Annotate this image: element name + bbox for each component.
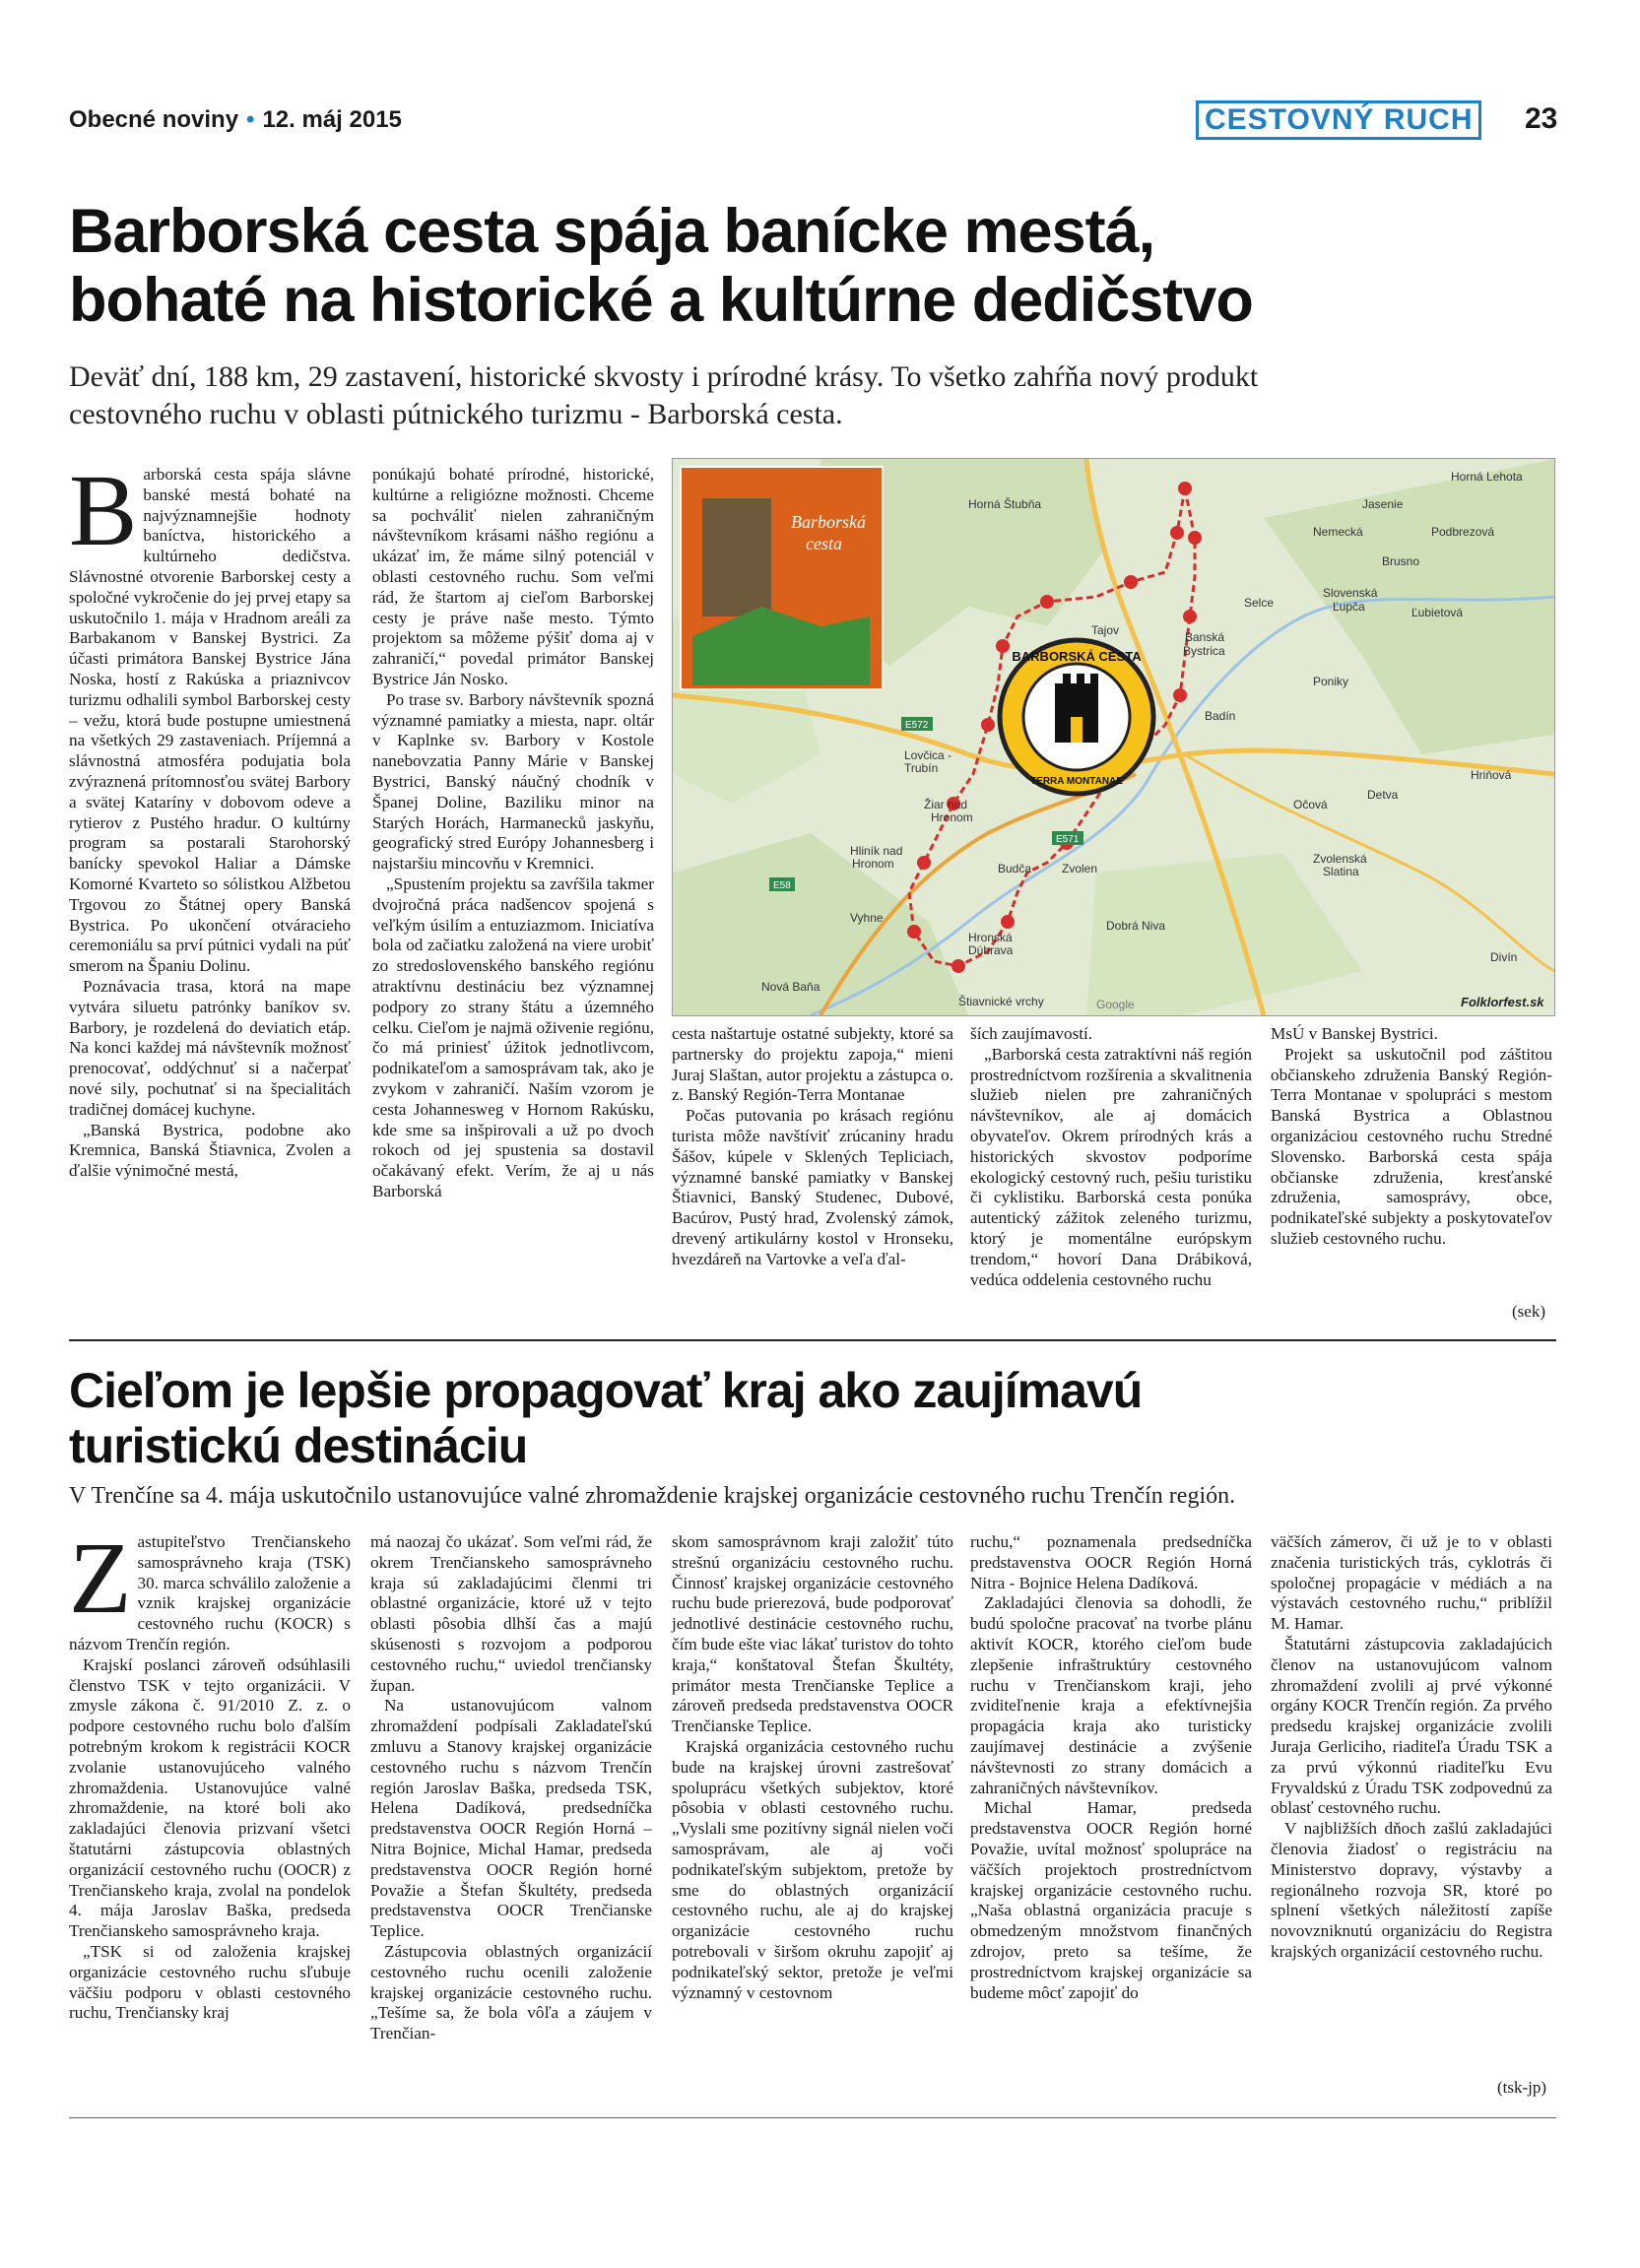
paragraph: ponúkajú bohaté prírodné, historické, kultúrne a religiózne možnosti. Chceme sa pochváliť nielen zahraničným návštevníkom krásami nášho regiónu a ukázať im, že máme silný potenciál v oblasti cestovného ruchu. Som veľmi rád, že štartom aj cieľom Barborskej cesty je práve naše mesto. Týmto projektom sa môžeme pýšiť doma aj v zahraničí,“ povedal primátor Banskej Bystrice Ján Nosko. (372, 465, 654, 688)
separator-dot: • (246, 106, 255, 133)
article2-column-4 (970, 1532, 1252, 2003)
paragraph: Michal Hamar, predseda predstavenstva OOCR Región horné Považie, uvítal možnosť spolupráce na väčších projektoch prostredníctvom krajskej organizácie cestovného ruchu. „Naša oblastná organizácia pracuje s obmedzeným množstvom finančných zdrojov, preto sa tešíme, že prostredníctvom krajskej organizácie sa budeme môcť zapojiť do (970, 1798, 1252, 2002)
page-header (69, 106, 402, 134)
svg-text:Hronom: Hronom (852, 857, 894, 871)
paragraph: astupiteľstvo Trenčianskeho samosprávneho kraja (TSK) 30. marca schválilo založenie a vznik krajskej organizácie cestovného ruchu (KOCR) s názvom Trenčín región. (69, 1532, 351, 1653)
article2-column-1 (69, 1522, 351, 2024)
svg-text:Banská: Banská (1185, 630, 1225, 644)
svg-text:Ľupča: Ľupča (1333, 600, 1365, 614)
svg-text:Divín: Divín (1490, 950, 1518, 964)
svg-text:Zvolenská: Zvolenská (1313, 852, 1367, 866)
section-label: CESTOVNÝ RUCH (1196, 100, 1481, 140)
svg-text:Žiar nad: Žiar nad (924, 798, 968, 811)
paragraph: Zakladajúci členovia sa dohodli, že budú spoločne pracovať na tvorbe plánu aktivít KOCR, ktorého cieľom bude zlepšenie infraštruktúry cestovného ruchu v Trenčianskom kraji, jeho zviditeľnenie kraja a efektívnejšia propagácia kraja ako turisticky zaujímavej destinácie a zvýšenie návštevnosti zo strany domácich a zahraničných návštevníkov. (970, 1593, 1252, 1797)
article2-signature: (tsk-jp) (1497, 2078, 1547, 2097)
article1-lead (69, 358, 1566, 433)
svg-text:Tajov: Tajov (1091, 623, 1120, 637)
paragraph: „Banská Bystrica, podobne ako Kremnica, Banská Štiavnica, Zvolen a ďalšie výnimočné mestá, (69, 1120, 351, 1181)
svg-text:Poniky: Poniky (1313, 675, 1349, 688)
article1-column-5 (1271, 1024, 1552, 1250)
paragraph: ších zaujímavostí. (970, 1024, 1093, 1043)
map-credit: Folklorfest.sk (1461, 995, 1544, 1009)
paragraph: Krajskí poslanci zároveň odsúhlasili členstvo TSK v tejto organizácii. V zmysle zákona č. 91/2010 Z. z. o podpore cestovného ruchu bolo ďalším potrebným krokom k registrácii KOCR zvolanie ustanovujúceho valného zhromaždenia. Ustanovujúce valné zhromaždenie, na ktoré boli ako zakladajúci členovia prizvaní všetci štatutárni zástupcovia oblastných organizácií cestovného ruchu (OOCR) z Trenčianskeho kraja, zvolal na pondelok 4. mája Jaroslav Baška, predseda Trenčianskeho samosprávneho kraja. (69, 1654, 351, 1941)
article2-lead: V Trenčíne sa 4. mája uskutočnilo ustanovujúce valné zhromaždenie krajskej organizácie cestovného ruchu Trenčín región. (69, 1483, 1236, 1509)
article2-column-3 (672, 1532, 953, 2003)
bottom-rule (69, 2117, 1556, 2118)
paragraph: Na ustanovujúcom valnom zhromaždení podpísali Zakladateľskú zmluvu a Stanovy krajskej organizácie cestovného ruchu s názvom Trenčín región Jaroslav Baška, predseda TSK, Helena Dadíková, predsedníčka predstavenstva OOCR Región Horná –Nitra Bojnice, Michal Hamar, predseda predstavenstva OOCR Región horné Považie a Štefan Škultéty, predseda predstavenstva OOCR Trenčianske Teplice. (370, 1696, 652, 1941)
svg-text:E571: E571 (1056, 834, 1080, 845)
paragraph: Krajská organizácia cestovného ruchu bude na krajskej úrovni zastrešovať spoluprácu všetkých subjektov, ktoré pôsobia v oblasti cestovného ruchu. „Vyslali sme pozitívny signál nielen voči samosprávam, ale aj voči podnikateľským subjektom, pretože by sme do oblastných organizácií cestovného ruchu, ale aj do krajskej organizácie cestovného ruchu potrebovali v širšom okruhu zapojiť aj podnikateľský sektor, pretože je veľmi významný v cestovnom (672, 1736, 953, 2002)
paragraph: „Barborská cesta zatraktívni náš región prostredníctvom rozšírenia a skvalitnenia služieb nielen pre zahraničných návštevníkov, ale aj domácich obyvateľov. Okrem prírodných krás a historických skvostov podporíme ekologický cestovný ruch, pešiu turistiku či cyklistiku. Barborská cesta ponúka autentický zážitok zeleného turizmu, ktorý je momentálne európskym trendom,“ hovorí Dana Drábiková, vedúca oddelenia cestovného ruchu (970, 1044, 1252, 1289)
paragraph: „Spustením projektu sa zavŕšila takmer dvojročná práca nadšencov spojená s veľkým úsilím a entuziazmom. Iniciatíva bola od začiatku založená na viere urobiť zo stredoslovenského banského regiónu atraktívnu destináciu bez významnej podpory zo strany štátu a územného celku. Cieľom je najmä oživenie regiónu, čo má priniesť úžitok jednotlivcom, podnikateľom a samosprávam tak, ako je zvykom v zahraničí. Naším vzorom je cesta Johannesweg v Hornom Rakúsku, kde sme sa inšpirovali a už po dvoch rokoch od jej spustenia sa dostavil očakávaný efekt. Verím, že aj u nás Barborská (372, 874, 654, 1200)
article1-column-1 (69, 454, 351, 1182)
svg-text:Jasenie: Jasenie (1362, 497, 1404, 511)
paragraph: Zástupcovia oblastných organizácií cestovného ruchu ocenili založenie krajskej organizácie cestovného ruchu. „Tešíme sa, že bola vôľa a záujem v Trenčian- (370, 1941, 652, 2043)
article1-column-4 (970, 1024, 1252, 1290)
drop-cap: Z (69, 1522, 132, 1635)
article1-column-3 (672, 1024, 953, 1270)
paragraph: Projekt sa uskutočnil pod záštitou občianskeho združenia Banský Región-Terra Montanae v spolupráci s mestom Banská Bystrica a Oblastnou organizáciou cestovného ruchu Stredné Slovensko. Barborská cesta spája občianske združenia, kresťanské združenia, samosprávy, obce, podnikateľské subjekty a poskytovateľov služieb cestovného ruchu. (1271, 1044, 1552, 1248)
paragraph: V najbližších dňoch zašlú zakladajúci členovia žiadosť o registráciu na Ministerstvo dopravy, výstavby a regionálneho rozvoja SR, ktoré po splnení všetkých náležitostí zapíše novovzniknutú organizáciu do Registra krajských organizácií cestovného ruchu. (1271, 1819, 1552, 1961)
svg-text:Detva: Detva (1367, 788, 1399, 802)
article1-signature: (sek) (1512, 1302, 1545, 1321)
paragraph: má naozaj čo ukázať. Som veľmi rád, že okrem Trenčianskeho samosprávneho kraja sú zakladajúcimi členmi tri oblastné organizácie, ktoré už v tejto oblasti pôsobia dlhší čas a majú skúsenosti s rozvojom a podporou cestovného ruchu,“ uviedol trenčiansky župan. (370, 1532, 652, 1695)
lead-line-1: Deväť dní, 188 km, 29 zastavení, historické skvosty i prírodné krásy. To všetko zahŕňa nový produkt (69, 360, 1259, 393)
svg-text:Podbrezová: Podbrezová (1431, 525, 1495, 539)
svg-text:Hronská: Hronská (968, 931, 1013, 944)
paragraph: MsÚ v Banskej Bystrici. (1271, 1024, 1438, 1043)
headline-line-1: Cieľom je lepšie propagovať kraj ako zaujímavú (69, 1363, 1143, 1418)
logo-text-bottom: TERRA MONTANAE (1030, 776, 1123, 787)
svg-text:Budča: Budča (998, 862, 1032, 875)
svg-text:Slovenská: Slovenská (1323, 586, 1378, 600)
headline-line-2: bohaté na historické a kultúrne dedičstvo (69, 266, 1253, 335)
issue-date: 12. máj 2015 (262, 106, 402, 133)
article2-column-2 (370, 1532, 652, 2044)
svg-text:Dobrá Niva: Dobrá Niva (1106, 919, 1166, 933)
book-title-2: cesta (806, 534, 842, 553)
svg-text:Bystrica: Bystrica (1183, 644, 1225, 658)
svg-text:Hronom: Hronom (931, 810, 973, 824)
svg-text:Hriňová: Hriňová (1471, 768, 1512, 782)
google-label: Google (1096, 998, 1135, 1011)
paragraph: cesta naštartuje ostatné subjekty, ktoré sa partnersky do projektu zapoja,“ mieni Juraj Slaštan, autor projektu a zástupca o. z. Banský Región-Terra Montanae (672, 1024, 953, 1105)
route-map (672, 458, 1555, 1016)
svg-text:Štiavnické vrchy: Štiavnické vrchy (958, 995, 1044, 1008)
paragraph: skom samosprávnom kraji založiť túto strešnú organizáciu cestovného ruchu. Činnosť krajskej organizácie cestovného ruchu bude prierezová, bude podporovať jednotlivé destinácie cestovného ruchu, čím bude ešte viac lákať turistov do tohto kraja,“ konštatoval Štefan Škultéty, primátor mesta Trenčianske Teplice a zároveň predseda predstavenstva OOCR Trenčianske Teplice. (672, 1532, 953, 1736)
lead-line-2: cestovného ruchu v oblasti pútnického turizmu - Barborská cesta. (69, 398, 843, 430)
headline-line-2: turistickú destináciu (69, 1418, 528, 1473)
svg-text:Slatina: Slatina (1323, 865, 1359, 878)
paragraph: Počas putovania po krásach regiónu turista môže navštíviť zrúcaniny hradu Šášov, kúpele v Sklených Tepliciach, významné banské pamiatky v Banskej Štiavnici, Banský Studenec, Dubové, Bacúrov, Pustý hrad, Zvolenský zámok, drevený artikulárny kostol v Hronseku, hvezdáreň na Vartovke a veľa ďal- (672, 1106, 953, 1268)
svg-text:Dúbrava: Dúbrava (968, 943, 1014, 957)
svg-text:Trubín: Trubín (904, 761, 939, 775)
svg-text:Horná Lehota: Horná Lehota (1451, 470, 1523, 484)
svg-text:Hliník nad: Hliník nad (850, 844, 903, 858)
drop-cap: B (69, 454, 138, 567)
paragraph: Po trase sv. Barbory návštevník spozná významné pamiatky a miesta, napr. oltár v Kaplnke sv. Barbory v Kostole nanebovzatia Panny Márie v Banskej Bystrici, Banský náučný chodník v Španej Doline, Baziliku minor na Starých Horách, Harmanecků jaskyňu, geografický stred Európy Johannesberg i najstaršiu mincovňu v Kremnici. (372, 689, 654, 874)
article1-headline (69, 197, 1586, 335)
paragraph: Štatutárni zástupcovia zakladajúcich členov na ustanovujúcom valnom zhromaždení zvolili aj prvé výkonné orgány KOCR Trenčín región. Za prvého predsedu krajskej organizácie zvolili Juraja Gerliciho, riaditeľa Úradu TSK a za prvú výkonnú riaditeľku Evu Fryvaldskú z Úradu TSK zodpovednú za oblasť cestovného ruchu. (1271, 1634, 1552, 1818)
svg-text:Zvolen: Zvolen (1062, 862, 1098, 875)
article2-column-5 (1271, 1532, 1552, 1963)
article-divider (69, 1339, 1556, 1341)
svg-text:Nová Baňa: Nová Baňa (761, 980, 820, 994)
svg-text:Selce: Selce (1244, 596, 1275, 610)
svg-text:E58: E58 (773, 880, 791, 891)
headline-line-1: Barborská cesta spája banícke mestá, (69, 197, 1155, 266)
page-number: 23 (1525, 102, 1558, 135)
svg-text:Brusno: Brusno (1382, 554, 1420, 568)
svg-text:Ľubietová: Ľubietová (1411, 606, 1464, 619)
svg-text:Vyhne: Vyhne (850, 911, 884, 925)
svg-text:Lovčica -: Lovčica - (904, 748, 952, 762)
article1-column-2 (372, 465, 654, 1202)
paragraph: arborská cesta spája slávne banské mestá bohaté na najvýznamnejšie hodnoty baníctva, historického a kultúrneho dedičstva. Slávnostné otvorenie Barborskej cesty a spoločné vykročenie do jej prvej etapy sa uskutočnilo 1. mája v Hradnom areáli za Barbakanom v Banskej Bystrici. Za účasti primátora Banskej Bystrice Jána Noska, hostí z Rakúska a priaznivcov turizmu odhalili symbol Barborskej cesty – vežu, ktorá bude postupne umiestnená na všetkých 29 zastaveniach. Príjemná a slávnostná atmosféra podujatia bola zvýraznená prítomnosťou svätej Barbory a svätej Kataríny v dobovom odeve a rytierov z Pustého hradur. O kultúrny program sa postarali Starohorský banícky spevokol Haliar a Dámske Komorné Kvarteto so sólistkou Alžbetou Trgovou zo Štátnej opery Banská Bystrica. Po ukončení otváracieho ceremoniálu sa prví pútnici vydali na púť smerom na Španiu Dolinu. (69, 465, 351, 976)
svg-text:E572: E572 (905, 720, 929, 731)
svg-text:Očová: Očová (1293, 798, 1328, 811)
newspaper-name: Obecné noviny (69, 106, 239, 133)
paragraph: Poznávacia trasa, ktorá na mape vytvára siluetu patrónky baníkov sv. Barbory, je rozdelená do deviatich etáp. Na konci každej má návštevník možnosť prenocovať, oddýchnuť si a načerpať nové sily, pochutnať si na špecialitách tradičnej domácej kuchyne. (69, 976, 351, 1119)
logo-text-top: BARBORSKÁ CESTA (1012, 649, 1142, 664)
paragraph: väčších zámerov, či už je to v oblasti značenia turistických trás, cyklotrás či spoločnej propagácie v médiách a na výstavách cestovného ruchu,“ priblížil M. Hamar. (1271, 1532, 1552, 1634)
svg-text:Nemecká: Nemecká (1313, 525, 1363, 539)
paragraph: „TSK si od založenia krajskej organizácie cestovného ruchu sľubuje väčšiu podporu v oblasti cestovného ruchu, Trenčiansky kraj (69, 1941, 351, 2023)
map-graphic (673, 459, 1554, 1015)
book-title-1: Barborská (791, 512, 866, 532)
article2-headline (69, 1363, 1566, 1473)
paragraph: ruchu,“ poznamenala predsedníčka predstavenstva OOCR Región Horná Nitra - Bojnice Helena Dadíková. (970, 1532, 1252, 1592)
svg-text:Badín: Badín (1205, 709, 1236, 723)
svg-text:Horná Štubňa: Horná Štubňa (968, 497, 1042, 511)
